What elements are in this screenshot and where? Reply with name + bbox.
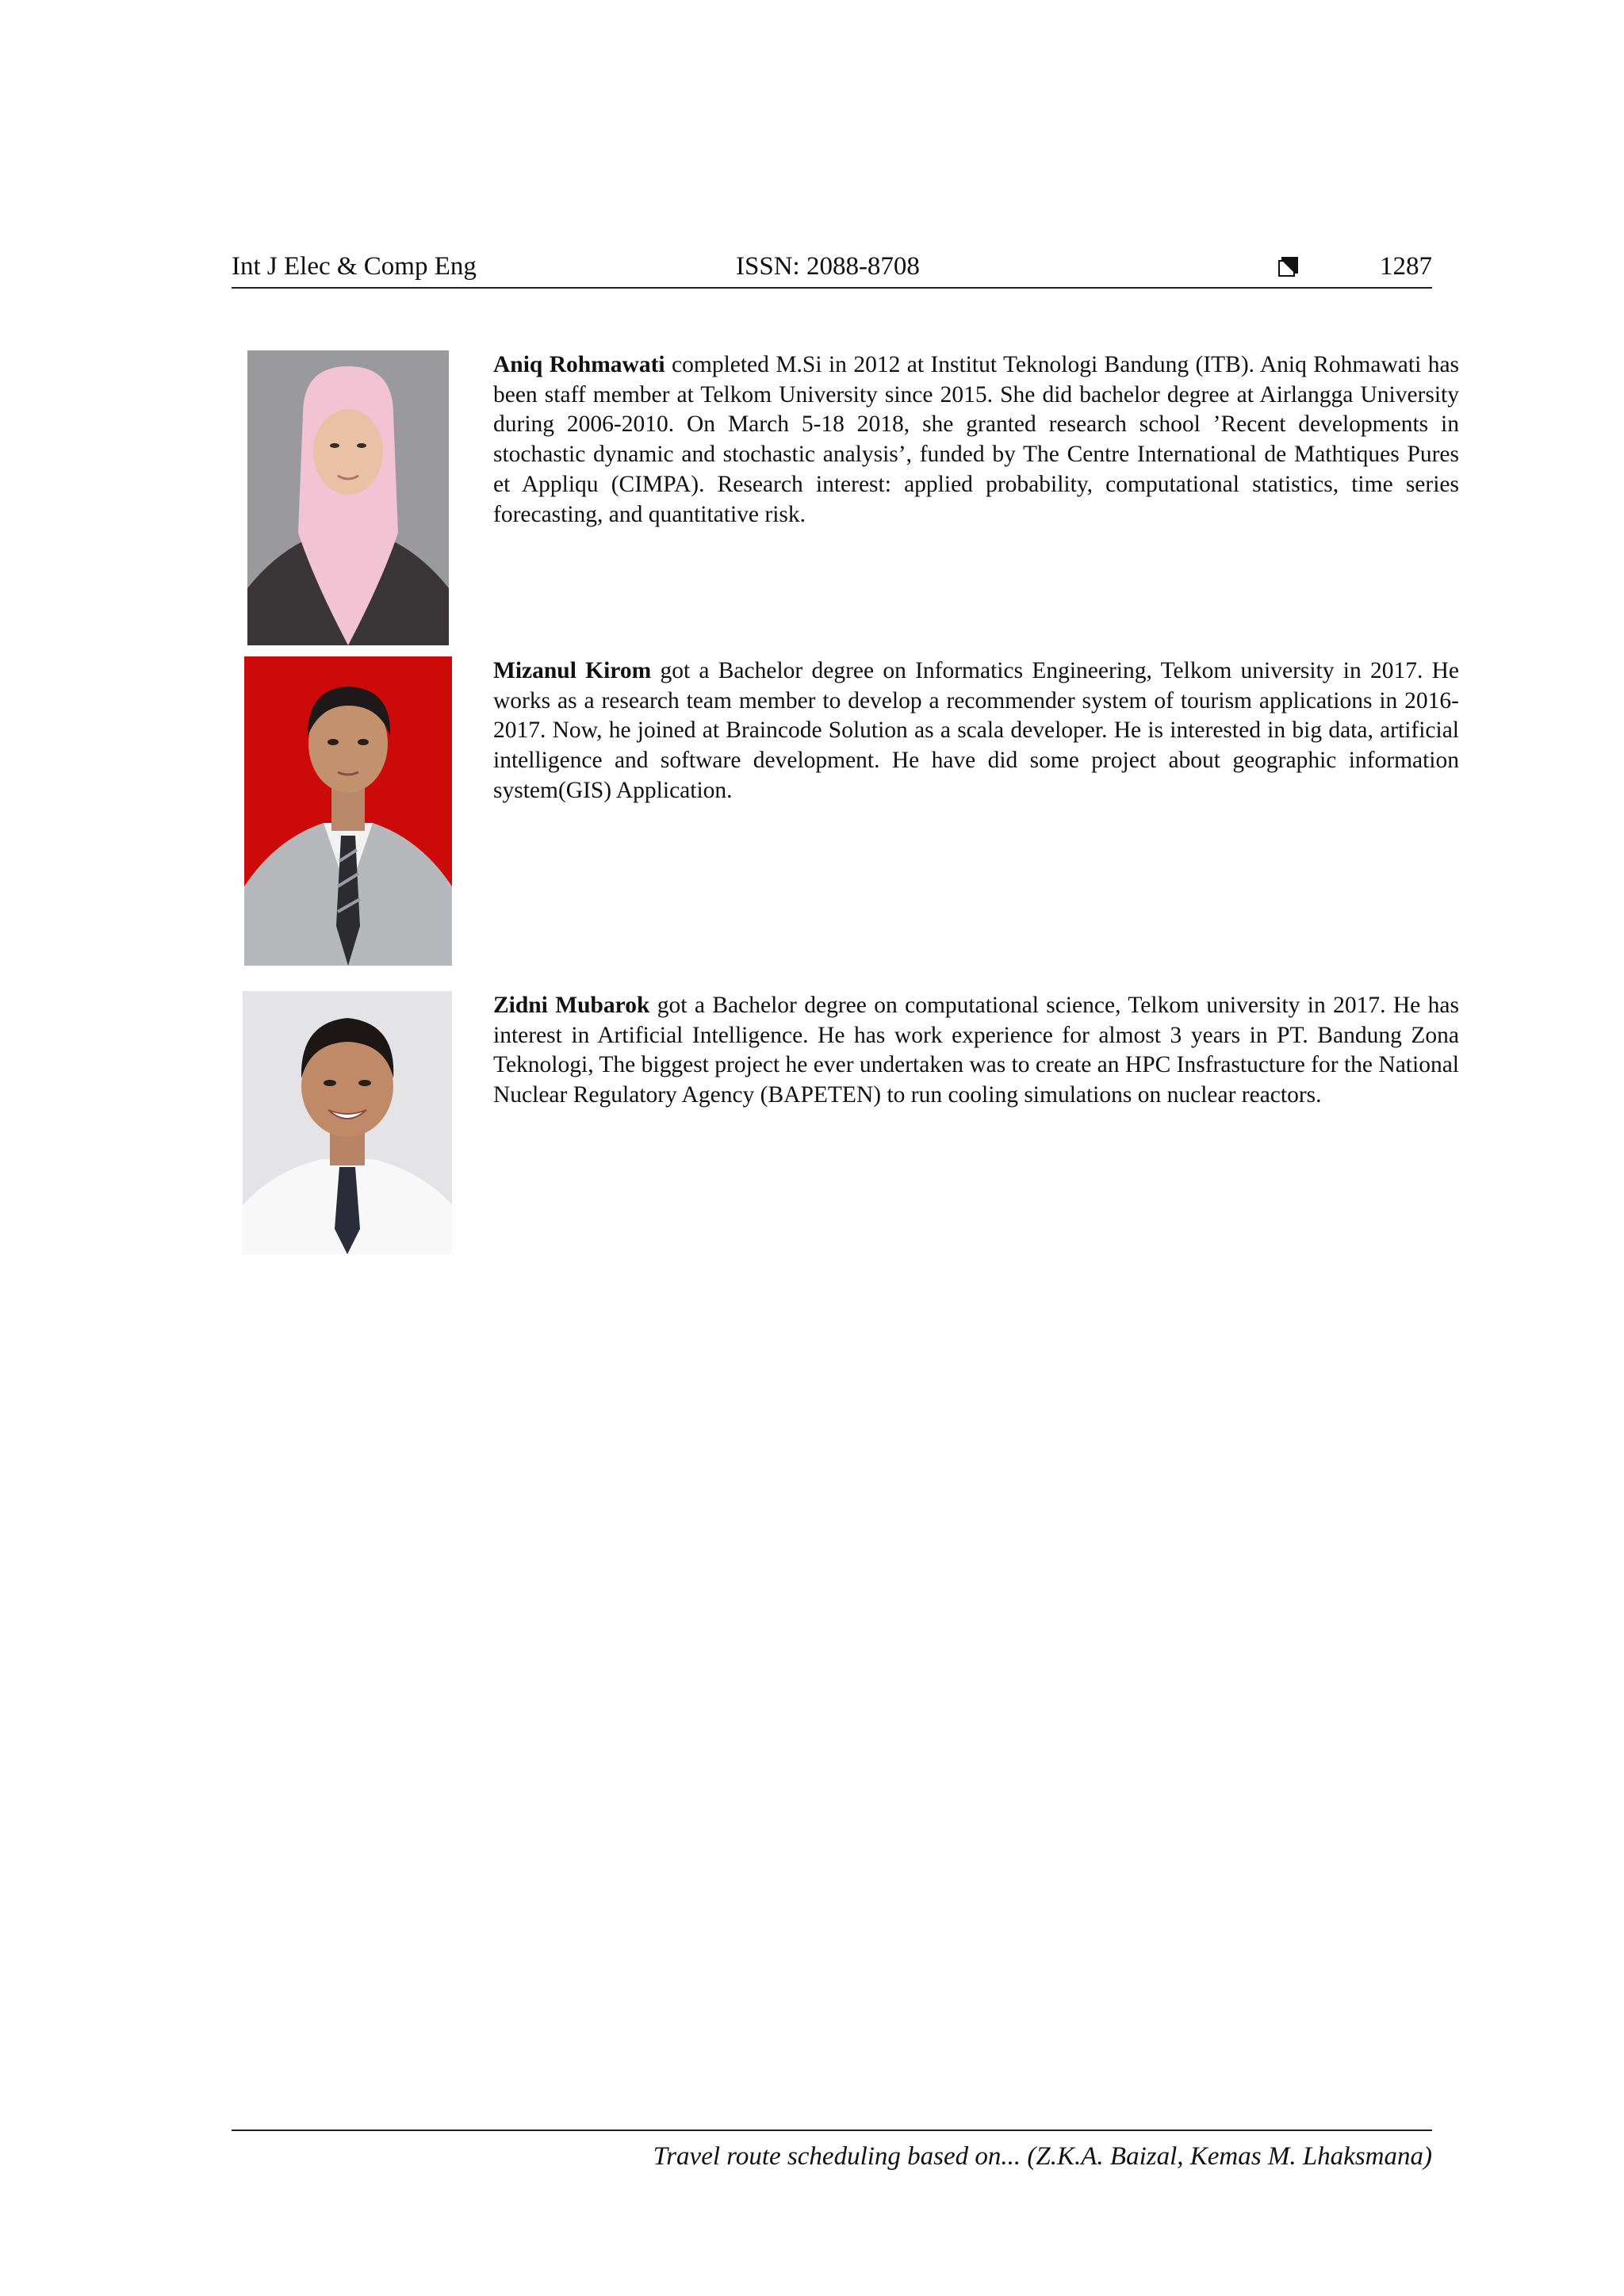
page-header	[232, 251, 1432, 289]
bio-description: completed M.Si in 2012 at Institut Teknologi Bandung (ITB). Aniq Rohmawati has been staff member at Telkom University since 2015. She did bachelor degree at Airlangga University during 2006-2010. On March 5-18 2018, she granted research school ’Recent developments in stochastic dynamic and stochastic analysis’, funded by The Centre International de Mathtiques Pures et Appliqu (CIMPA). Research interest: applied probability, computational statistics, time series forecasting, and quantitative risk.	[493, 352, 1460, 527]
bio-text	[493, 991, 1459, 1111]
author-photo-zidni-mubarok	[243, 991, 452, 1254]
author-name: Mizanul Kirom	[493, 658, 652, 683]
page-number: 1287	[1380, 252, 1432, 281]
bio-description: got a Bachelor degree on computational science, Telkom university in 2017. He has interest in Artificial Intelligence. He has work experience for almost 3 years in PT. Bandung Zona Teknologi, The biggest project he ever undertaken was to create an HPC Insfrastucture for the National Nuclear Regulatory Agency (BAPETEN) to run cooling simulations on nuclear reactors.	[493, 993, 1459, 1108]
author-photo-aniq-rohmawati	[247, 350, 449, 645]
journal-name: Int J Elec & Comp Eng	[232, 252, 477, 281]
bio-text	[493, 350, 1459, 530]
issn: ISSN: 2088-8708	[736, 252, 920, 281]
bio-description: got a Bachelor degree on Informatics Engineering, Telkom university in 2017. He works as a research team member to develop a recommender system of tourism applications in 2016-2017. Now, he joined at Braincode Solution as a scala developer. He is interested in big data, artificial intelligence and software development. He have did some project about geographic information system(GIS) Application.	[493, 658, 1460, 803]
page-footer	[232, 2130, 1432, 2171]
square-box-icon	[1278, 257, 1299, 277]
author-name: Zidni Mubarok	[493, 993, 650, 1018]
author-name: Aniq Rohmawati	[493, 352, 665, 377]
author-photo-mizanul-kirom	[244, 656, 452, 966]
bio-text	[493, 656, 1459, 806]
running-title: Travel route scheduling based on... (Z.K.A. Baizal, Kemas M. Lhaksmana)	[653, 2142, 1432, 2171]
